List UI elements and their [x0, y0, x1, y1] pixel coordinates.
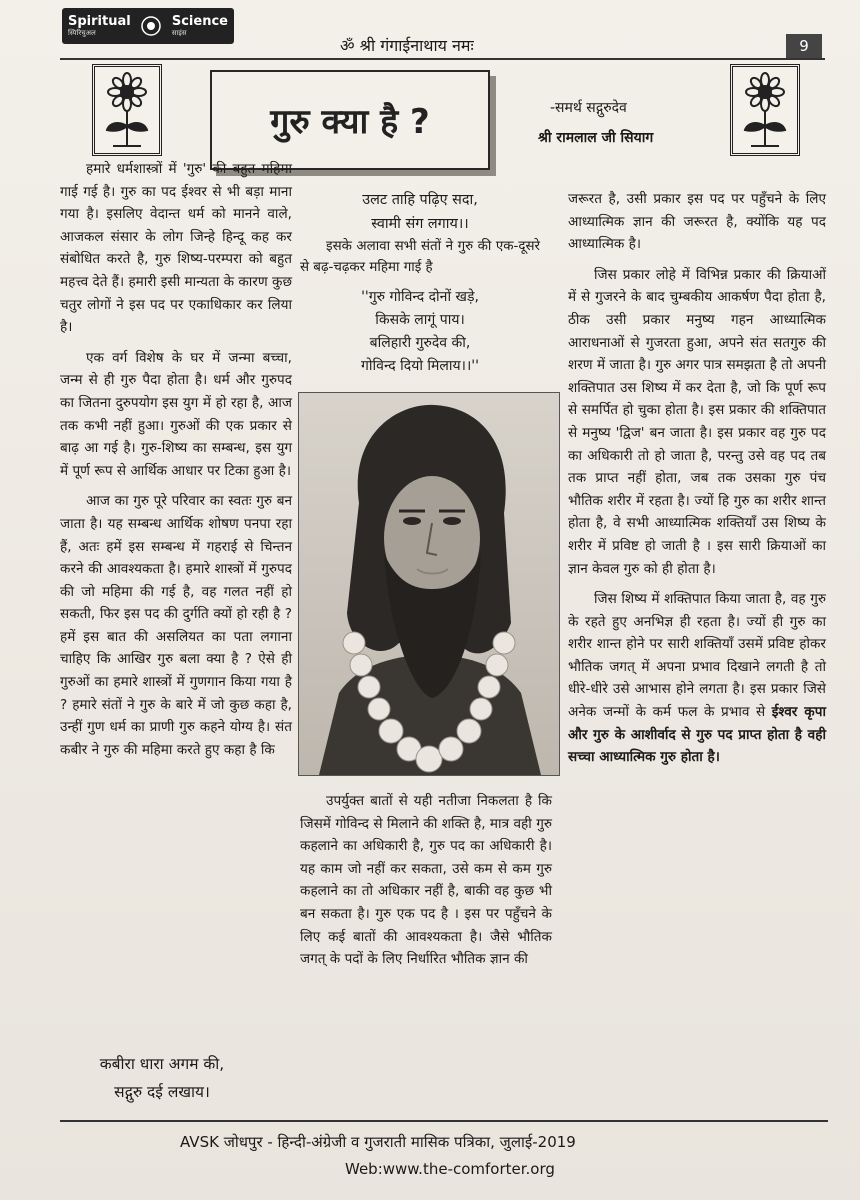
footer-website: Web:www.the-comforter.org	[345, 1160, 555, 1178]
author-line-2: श्री रामलाल जी सियाग	[538, 130, 654, 146]
logo-sub-right: साइंस	[171, 29, 187, 37]
paragraph: उपर्युक्त बातों से यही नतीजा निकलता है कि जिसमें गोविन्द से मिलाने की शक्ति है, मात्र वही गुरु कहलाने का अधिकारी है, गुरु पद का अधिकारी है। यह काम जो नहीं कर सकता, उसे कम से कम गुरु कहलाने का तो अधिकार नहीं है, बाकी वह कुछ भी बन सकता है। गुरु एक पद है । इस पर पहुँचने के लिए कई बातों की आवश्यकता है। जैसे भौतिक जगत् के पदों के लिए निर्धारित भौतिक ज्ञान की	[300, 793, 552, 968]
header-rule	[60, 58, 825, 60]
column-right	[568, 188, 826, 769]
article-title-box	[210, 70, 490, 170]
logo-sub-left: स्पिरिचुअल	[68, 29, 96, 37]
header-mantra: ॐ श्री गंगाईनाथाय नमः	[340, 36, 474, 55]
quote-line: कबीरा धारा अगम की,	[99, 1055, 225, 1073]
paragraph: हमारे धर्मशास्त्रों में 'गुरु' की बहुत महिमा गाई गई है। गुरु का पद ईश्वर से भी बड़ा माना गया है। इसलिए वेदान्त धर्म को मानने वाले, आजकल संसार के लोग जिन्हे हिन्दू कह कर संबोधित करते है, गुरु शिष्य-परम्परा को बहुत महत्त्व देते हैं। हमारी इसी मान्यता के कारण कुछ चतुर लोगों ने इस पद पर एकाधिकार कर लिया है।	[60, 161, 292, 336]
paragraph: इसके अलावा सभी संतों ने गुरु की एक-दूसरे से बढ़-चढ़कर महिमा गाई है	[300, 239, 540, 275]
guru-govind-doha	[300, 286, 540, 378]
logo-word-left: Spiritual	[68, 14, 131, 29]
paragraph-conclusion: ईश्वर कृपा और गुरु के आशीर्वाद से गुरु पद प्राप्त होता है वही सच्चा आध्यात्मिक गुरु होता है।	[568, 704, 826, 766]
logo-left	[68, 14, 131, 38]
kabir-quote	[42, 1050, 282, 1106]
paragraph-text: जिस शिष्य में शक्तिपात किया जाता है, वह गुरु के रहते हुए अनभिज्ञ ही रहता है। ज्यों ही गुरु का शरीर शान्त होने पर सारी शक्तियाँ उसमें प्रविष्ट होकर भौतिक जगत् में अपना प्रभाव दिखाने लगती है तो धीरे-धीरे उसे आभास होने लगता है। इस प्रकार जिसे अनेक जन्मों के कर्म फल के प्रभाव से	[568, 591, 826, 721]
poem-line: ''गुरु गोविन्द दोनों खड़े,	[361, 289, 479, 305]
magazine-logo	[62, 8, 234, 44]
logo-emblem-icon	[140, 15, 162, 37]
paragraph: जरूरत है, उसी प्रकार इस पद पर पहुँचने के लिए आध्यात्मिक ज्ञान की जरूरत है, क्योंकि यह पद आध्यात्मिक है।	[568, 191, 826, 253]
portrait-illustration	[299, 393, 559, 775]
author-line-1: -समर्थ सद्गुरुदेव	[550, 100, 627, 116]
column-middle-bottom	[300, 790, 552, 971]
portrait-photo	[298, 392, 560, 776]
page-number: 9	[786, 34, 822, 58]
poem-line: स्वामी संग लगाय।।	[371, 216, 469, 232]
article-title: गुरु क्या है ?	[270, 102, 430, 142]
paragraph: एक वर्ग विशेष के घर में जन्मा बच्चा, जन्म से ही गुरु पैदा होता है। धर्म और गुरुपद का जितना दुरुपयोग इस युग में हो रहा है, आज तक कभी नहीं हुआ। गुरुओं की एक प्रकार से बाढ़ आ गई है। गुरु-शिष्य का सम्बन्ध, इस युग में पूर्ण रूप से आर्थिक आधार पर टिका हुआ है।	[60, 349, 292, 479]
flower-ornament-icon	[92, 64, 162, 156]
poem-line: उलट ताहि पढ़िए सदा,	[362, 192, 478, 208]
poem-line: बलिहारी गुरुदेव की,	[369, 335, 471, 351]
footer-publication: AVSK जोधपुर - हिन्दी-अंग्रेजी व गुजराती मासिक पत्रिका, जुलाई-2019	[180, 1133, 576, 1151]
quote-line: सद्गुरु दई लखाय।	[114, 1083, 210, 1101]
logo-word-right: Science	[171, 14, 228, 29]
paragraph	[568, 588, 826, 769]
paragraph: आज का गुरु पूरे परिवार का स्वतः गुरु बन जाता है। यह सम्बन्ध आर्थिक शोषण पनपा रहा हैं, अतः हमें इस सम्बन्ध में गहराई से चिन्तन करने की आवश्यकता है। हमारे शास्त्रों में गुरुपद की जो महिमा की गई है, वह गलत नहीं हो सकती, फिर इस पद की दुर्गति क्यों हो रही है ? हमें इस बात की असलियत का पता लगाना चाहिए कि आखिर गुरु बला क्या है ? ऐसे ही गुरुओं का हमारे शास्त्रों में गुणगान किया गया है ? हमारे संतों ने गुरु के बारे में जो कुछ कहा है, उन्हीं गुण धर्म का प्राणी गुरु कहने योग्य है। संत कबीर ने गुरु की महिमा करते हुए कहा है कि	[60, 493, 292, 758]
poem-couplet	[300, 188, 540, 236]
poem-line: गोविन्द दियो मिलाय।।''	[361, 358, 479, 374]
paragraph: जिस प्रकार लोहे में विभिन्न प्रकार की क्रियाओं में से गुजरने के बाद चुम्बकीय आकर्षण पैदा होता है, ठीक उसी प्रकार मनुष्य गहन आध्यात्मिक आराधनाओं से गुजरता हुआ, अपने संत सतगुरु की शरण में जाता है। गुरु अगर पात्र समझता है तो अपनी शक्तिपात उस शिष्य में कर देता है, जो कि पूर्ण रूप से समर्पित हो चुका होता है। इस प्रकार की शक्तिपात से मनुष्य 'द्विज' बन जाता है। इस प्रकार वह गुरु पद का अधिकारी तो हो जाता है, परन्तु उसे वह पद तब तक प्राप्त नहीं होता, जब तक उसका गुरु पंच भौतिक शरीर में रहता है। ज्यों हि गुरु का शरीर शान्त होता है, वे सभी आध्यात्मिक शक्तियाँ उस शिष्य के शरीर में प्रविष्ट हो जाती है । इस सारी क्रियाओं का ज्ञान केवल गुरु को ही होता है।	[568, 266, 826, 577]
flower-ornament-icon	[730, 64, 800, 156]
poem-line: किसके लागूं पाय।	[375, 312, 465, 328]
column-middle-top	[300, 188, 540, 378]
footer-rule	[60, 1120, 828, 1122]
logo-right	[172, 14, 228, 38]
column-left	[60, 158, 292, 761]
